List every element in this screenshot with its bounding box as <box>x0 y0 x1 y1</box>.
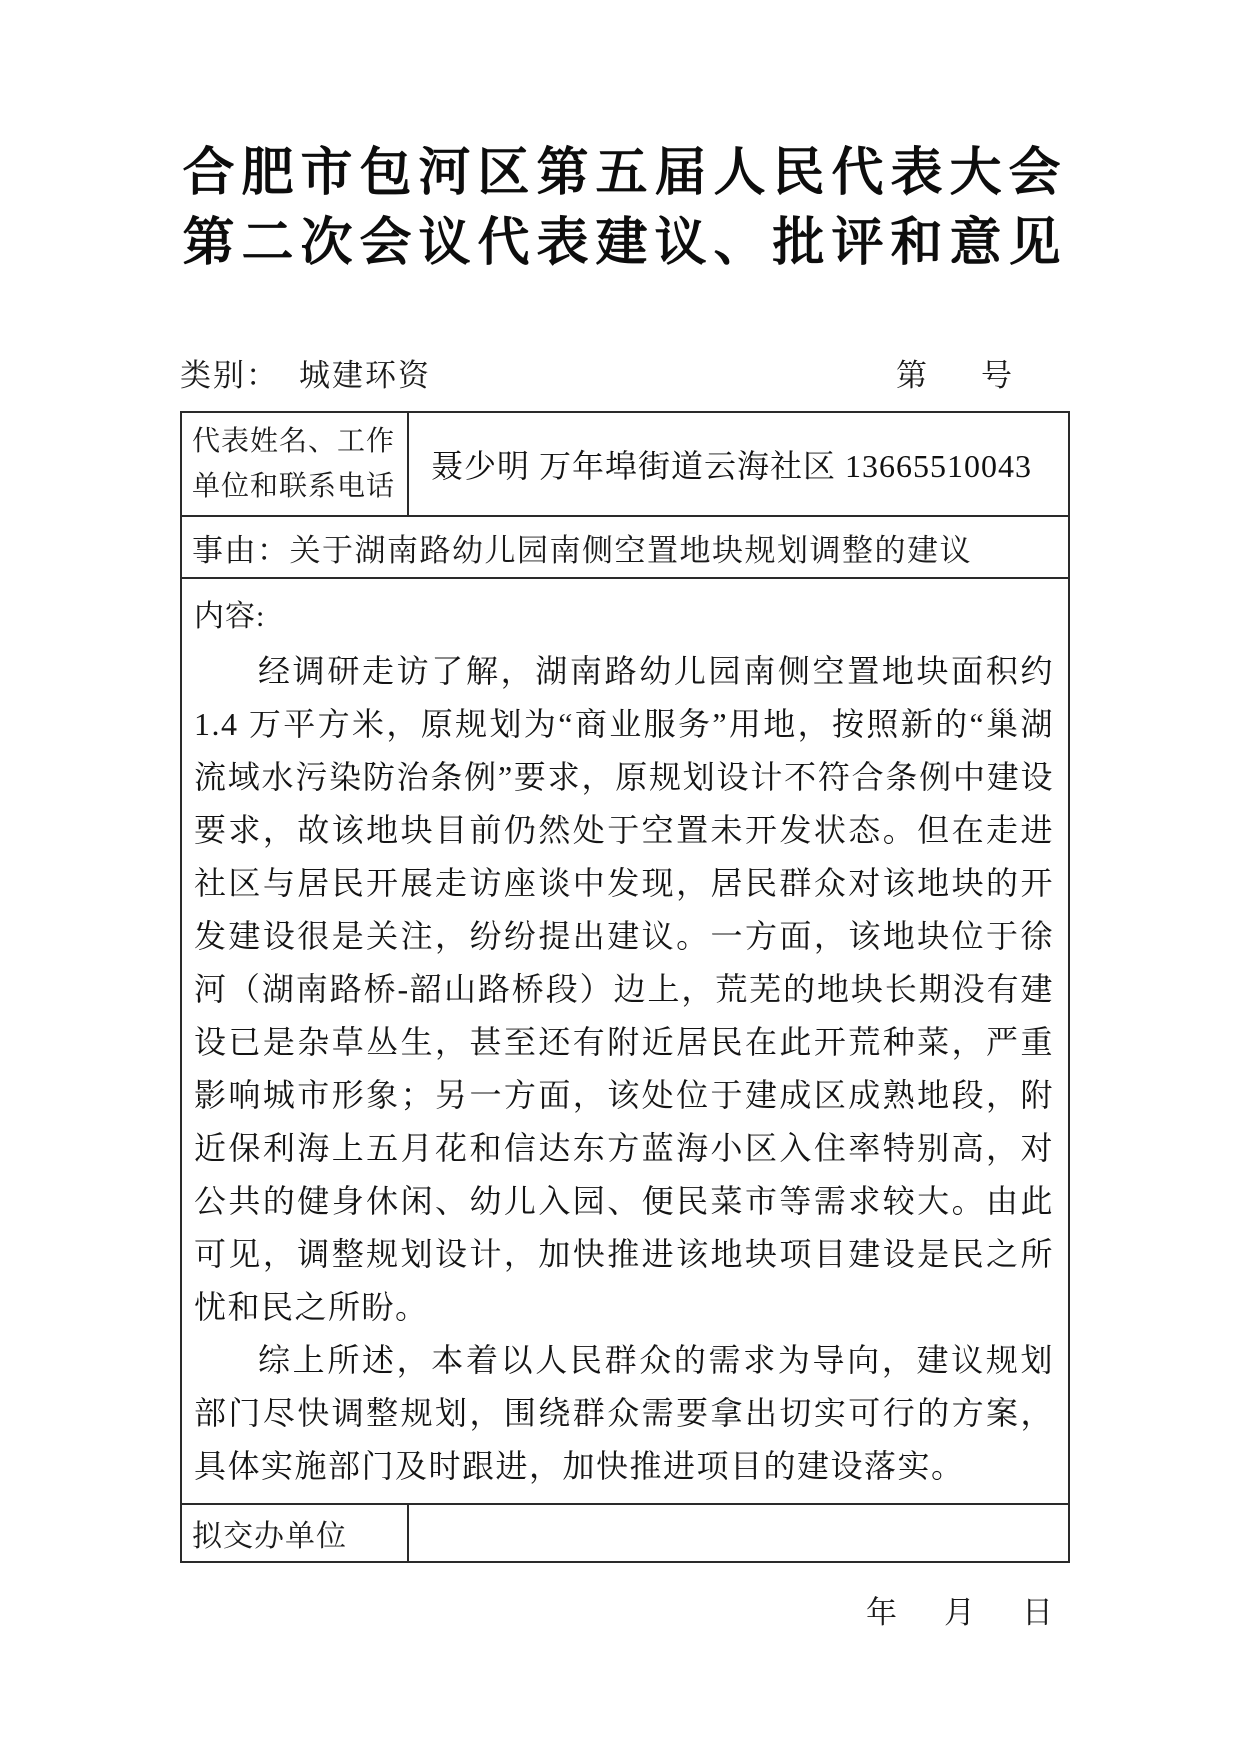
representative-label-line-2: 单位和联系电话 <box>192 471 396 502</box>
number-prefix: 第 <box>896 358 929 393</box>
date-month-label: 月 <box>944 1595 976 1630</box>
date-line <box>180 1587 1070 1632</box>
title-line-1: 合肥市包河区第五届人民代表大会 <box>182 144 1068 202</box>
subject-row <box>182 517 1068 579</box>
document-content-column <box>180 0 1070 1632</box>
category-value: 城建环资 <box>299 358 431 393</box>
subject-label: 事由： <box>192 532 290 568</box>
representative-value-cell <box>409 413 1068 515</box>
content-paragraph-2: 综上所述，本着以人民群众的需求为导向，建议规划部门尽快调整规划，围绕群众需要拿出切实可行的方案，具体实施部门及时跟进，加快推进项目的建设落实。 <box>194 1342 1054 1484</box>
representative-value: 聂少明 万年埠街道云海社区 13665510043 <box>431 448 1033 484</box>
assign-unit-row <box>182 1505 1068 1561</box>
title-line-2: 第二次会议代表建议、批评和意见 <box>182 214 1068 272</box>
document-title <box>180 138 1070 278</box>
representative-row <box>182 413 1068 517</box>
category-label: 类别： <box>180 358 279 393</box>
content-paragraph-1: 经调研走访了解，湖南路幼儿园南侧空置地块面积约 1.4 万平方米，原规划为“商业服务”用地，按照新的“巢湖流域水污染防治条例”要求，原规划设计不符合条例中建设要求，故该地块目前仍然处于空置未开发状态。但在走进社区与居民开展走访座谈中发现，居民群众对该地块的开发建设很是关注，纷纷提出建议。一方面，该地块位于徐河（湖南路桥-韶山路桥段）边上，荒芜的地块长期没有建设已是杂草丛生，甚至还有附近居民在此开荒种菜，严重影响城市形象；另一方面，该处位于建成区成熟地段，附近保利海上五月花和信达东方蓝海小区入住率特别高，对公共的健身休闲、幼儿入园、便民菜市等需求较大。由此可见，调整规划设计，加快推进该地块项目建设是民之所忧和民之所盼。 <box>194 653 1054 1325</box>
date-year-label: 年 <box>866 1595 898 1630</box>
representative-label-cell <box>182 413 409 515</box>
assign-unit-label-cell: 拟交办单位 <box>182 1505 409 1561</box>
suggestion-form-table <box>180 411 1070 1563</box>
number-suffix: 号 <box>981 358 1014 393</box>
category <box>180 350 431 395</box>
date-day-label: 日 <box>1022 1595 1054 1630</box>
content-label: 内容: <box>194 600 266 633</box>
subject-value: 关于湖南路幼儿园南侧空置地块规划调整的建议 <box>289 532 972 568</box>
document-number <box>896 350 1014 395</box>
content-row <box>182 579 1068 1505</box>
representative-label-line-1: 代表姓名、工作 <box>192 426 396 457</box>
assign-unit-value-cell <box>409 1505 1068 1561</box>
meta-row <box>180 350 1070 395</box>
